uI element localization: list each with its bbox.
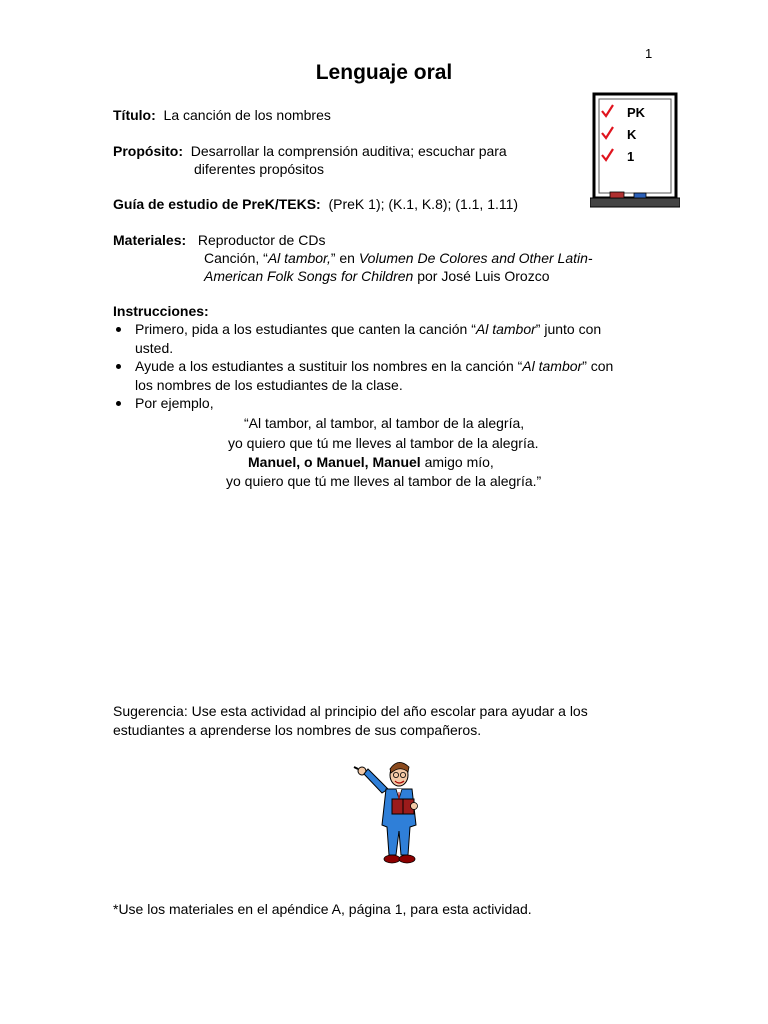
bullet-icon <box>116 364 121 369</box>
page-number: 1 <box>645 46 653 61</box>
album-title-part2: American Folk Songs for Children <box>204 268 414 284</box>
guia-value: (PreK 1); (K.1, K.8); (1.1, 1.11) <box>328 196 519 212</box>
b1-song: Al tambor <box>475 321 536 337</box>
instrucciones-heading: Instrucciones: <box>113 303 209 319</box>
checklist-item-label: PK <box>627 105 646 120</box>
instrucciones-label <box>113 302 209 321</box>
lyric-line-1: “Al tambor, al tambor, al tambor de la alegría, <box>244 415 525 431</box>
proposito-line1: Desarrollar la comprensión auditiva; escuchar para <box>190 143 507 159</box>
album-author: por José Luis Orozco <box>413 268 550 284</box>
list-item <box>113 357 653 394</box>
proposito-label: Propósito: <box>113 143 183 159</box>
list-item <box>113 320 653 357</box>
footer-note: *Use los materiales en el apéndice A, página 1, para esta actividad. <box>113 901 532 917</box>
lyric-line-3 <box>248 453 494 472</box>
teacher-reading-icon <box>352 755 428 881</box>
materiales-label: Materiales: <box>113 232 187 248</box>
materiales-item1: Reproductor de CDs <box>197 232 326 248</box>
bullet-icon <box>116 327 121 332</box>
guia-row <box>113 195 518 214</box>
page-title: Lenguaje oral <box>315 61 453 84</box>
titulo-value: La canción de los nombres <box>163 107 331 123</box>
cancion-title: Al tambor, <box>267 250 331 266</box>
checklist-item-label: K <box>627 127 637 142</box>
album-title-part1: Volumen De Colores and Other Latin- <box>358 250 593 266</box>
lyric-line-2: yo quiero que tú me lleves al tambor de la alegría. <box>228 435 539 451</box>
proposito-row <box>113 142 507 161</box>
lyric-line-4: yo quiero que tú me lleves al tambor de la alegría.” <box>226 473 542 489</box>
proposito-line2: diferentes propósitos <box>194 161 324 177</box>
b3-text: Por ejemplo, <box>135 395 214 411</box>
titulo-label: Título: <box>113 107 156 123</box>
instrucciones-list <box>113 320 653 413</box>
cancion-prefix: Canción, “ <box>204 250 268 266</box>
b2-post: ” con <box>582 358 614 374</box>
sugerencia-line1: Sugerencia: Use esta actividad al principio del año escolar para ayudar a los <box>113 703 588 719</box>
sugerencia-line2: estudiantes a aprenderse los nombres de sus compañeros. <box>113 722 482 738</box>
list-item <box>113 394 653 413</box>
b1-line2: usted. <box>135 339 174 356</box>
checklist-item-label: 1 <box>627 149 635 164</box>
materiales-album <box>204 267 549 286</box>
b2-pre: Ayude a los estudiantes a sustituir los nombres en la canción “ <box>135 358 523 374</box>
b2-song: Al tambor <box>522 358 583 374</box>
b1-post: ” junto con <box>535 321 602 337</box>
bullet-icon <box>116 401 121 406</box>
titulo-row <box>113 106 331 125</box>
cancion-mid: ” en <box>330 250 359 266</box>
materiales-row <box>113 231 325 250</box>
b1-pre: Primero, pida a los estudiantes que canten la canción “ <box>135 321 476 337</box>
checklist-board-icon <box>590 92 680 212</box>
guia-label: Guía de estudio de PreK/TEKS: <box>113 196 321 212</box>
b2-line2: los nombres de los estudiantes de la clase. <box>135 376 403 393</box>
materiales-cancion <box>204 249 593 268</box>
lyric-names: Manuel, o Manuel, Manuel <box>248 454 421 470</box>
lyric-line-3-rest: amigo mío, <box>420 454 494 470</box>
